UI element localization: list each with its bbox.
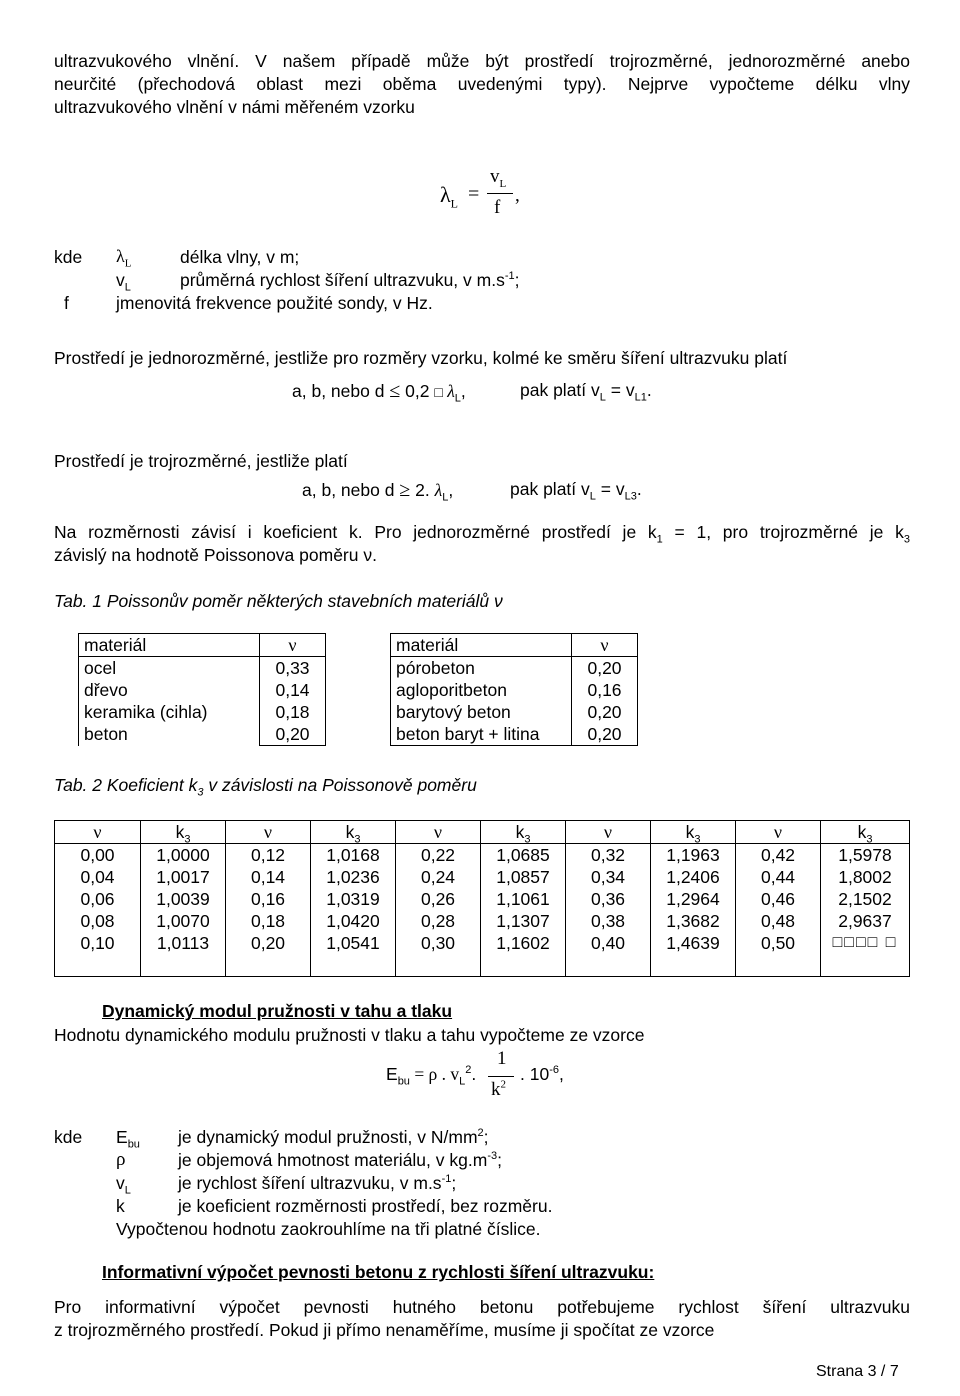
cond-1d: a, b, nebo d ≤ 0,2 □ $\lambda_L$, — [292, 380, 466, 405]
table-cell: 0,22 — [420, 845, 456, 865]
table-cell: 0,18 — [250, 911, 286, 931]
table-cell: 1,5978 — [838, 845, 892, 865]
table-cell: 0,18 — [275, 702, 310, 722]
tab1-left-header-material: materiál — [79, 634, 260, 657]
defs2-vl: $v_L$ — [116, 1173, 131, 1197]
table-cell: 0,00 — [80, 845, 115, 865]
table-cell: 1,2406 — [666, 867, 720, 887]
table-cell: 0,46 — [760, 889, 796, 909]
table-cell: 1,0319 — [326, 889, 380, 909]
table-row — [55, 844, 910, 977]
table-cell: 0,34 — [590, 867, 626, 887]
table-row — [55, 821, 910, 844]
table-cell: pórobeton — [396, 658, 475, 678]
defs1-f: f — [64, 293, 69, 313]
table-cell: 0,32 — [590, 845, 626, 865]
defs2-rho: ρ — [116, 1149, 126, 1170]
table-cell: 1,0039 — [156, 889, 210, 909]
table-cell: 0,38 — [590, 911, 626, 931]
table-cell: 1,0857 — [496, 867, 550, 887]
defs1-lambda: $\lambda_L$ — [116, 246, 132, 270]
table-cell: 1,0113 — [156, 933, 210, 953]
table-cell: 1,1061 — [496, 889, 550, 909]
table-cell: 0,26 — [420, 889, 456, 909]
defs1-f-desc: jmenovitá frekvence použité sondy, v Hz. — [116, 293, 433, 313]
table-cell: keramika (cihla) — [84, 702, 208, 722]
table-cell: 1,0236 — [326, 867, 380, 887]
defs1-vl-desc: průměrná rychlost šíření ultrazvuku, v $m.s^{-1}$; — [180, 270, 520, 290]
table-cell: 0,16 — [587, 680, 622, 700]
para-k-line-1: Na rozměrnosti závisí i koeficient k. Pro jednorozměrné prostředí je $k_1 = 1$, pro trojrozměrné je $k_3$ — [54, 522, 910, 546]
table-cell: 0,20 — [275, 724, 310, 744]
info-heading: Informativní výpočet pevnosti betonu z rychlosti šíření ultrazvuku: — [102, 1262, 655, 1282]
tab2-header-k3: $k_3$ — [311, 821, 396, 844]
table-cell: barytový beton — [396, 702, 511, 722]
table-cell: agloporitbeton — [396, 680, 507, 700]
defs1-kde: kde — [54, 247, 83, 267]
formula2-denominator: $k^2$ — [491, 1078, 506, 1100]
tab2-header-nu: ν — [736, 821, 821, 844]
tab2-table — [54, 820, 910, 977]
table-cell: 0,20 — [587, 724, 622, 744]
tab1-caption: Tab. 1 Poissonův poměr některých stavebních materiálů ν — [54, 591, 503, 611]
formula1-numerator: $v_L$ — [490, 166, 507, 190]
defs1-vl: $v_L$ — [116, 270, 131, 294]
intro-line-1: ultrazvukového vlnění. V našem případě může být prostředí trojrozměrné, jednorozměrné anebo — [54, 51, 910, 71]
tab2-header-nu: ν — [226, 821, 311, 844]
table-cell: beton baryt + litina — [396, 724, 540, 744]
table-cell: 0,16 — [250, 889, 286, 909]
table-cell: 0,50 — [760, 933, 796, 953]
table-cell: 1,0000 — [156, 845, 210, 865]
defs2-kde: kde — [54, 1127, 83, 1147]
formula2-fraction-line — [488, 1076, 514, 1077]
table-cell: 0,14 — [275, 680, 310, 700]
defs2-ebu: $E_{bu}$ — [116, 1127, 140, 1151]
table-cell: 0,14 — [250, 867, 286, 887]
table-cell: 0,10 — [80, 933, 115, 953]
defs2-rho-desc: je objemová hmotnost materiálu, v $kg.m^{-3}$; — [178, 1150, 502, 1170]
defs2-k-desc: je koeficient rozměrnosti prostředí, bez rozměru. — [178, 1196, 553, 1216]
intro-line-2: neurčité (přechodová oblast mezi oběma uvedenými typy). Nejprve vypočteme délku vlny — [54, 74, 910, 94]
table-cell: 2,1502 — [838, 889, 892, 909]
tab2-header-k3: $k_3$ — [651, 821, 736, 844]
table-row — [79, 657, 326, 746]
formula2-numerator: 1 — [497, 1048, 507, 1069]
page-number: Strana 3 / 7 — [816, 1363, 899, 1380]
tab2-header-nu: ν — [55, 821, 141, 844]
tab2-header-nu: ν — [396, 821, 481, 844]
table-cell: 1,1602 — [496, 933, 550, 953]
table-cell: 0,44 — [760, 867, 796, 887]
formula2-lhs: $E_{bu} = \rho$ . $v_L^2$. — [386, 1064, 477, 1088]
table-cell: ocel — [84, 658, 117, 678]
table-cell: 1,0017 — [156, 867, 210, 887]
tab2-header-nu: ν — [566, 821, 651, 844]
table-cell: 1,0685 — [496, 845, 550, 865]
table-cell: 0,20 — [587, 702, 622, 722]
table-cell: 2,9637 — [838, 911, 892, 931]
modul-round-note: Vypočtenou hodnotu zaokrouhlíme na tři platné číslice. — [116, 1219, 541, 1239]
modul-text: Hodnotu dynamického modulu pružnosti v tlaku a tahu vypočteme ze vzorce — [54, 1025, 645, 1045]
table-cell: 0,08 — [80, 911, 115, 931]
table-cell: 0,12 — [250, 845, 286, 865]
tab2-caption: Tab. 2 Koeficient $k_3$ v závislosti na Poissonově poměru — [54, 775, 477, 799]
table-cell: beton — [84, 724, 128, 744]
table-cell: 1,0541 — [326, 933, 380, 953]
info-line-1: Pro informativní výpočet pevnosti hutného betonu potřebujeme rychlost šíření ultrazvuku — [54, 1297, 910, 1317]
tab2-header-k3: $k_3$ — [141, 821, 226, 844]
formula1-fraction-line — [487, 193, 513, 194]
table-cell: 1,0168 — [326, 845, 380, 865]
formula2-tail: . $10^{-6}$, — [520, 1064, 564, 1084]
table-cell: 0,20 — [587, 658, 622, 678]
table-cell: 1,1307 — [496, 911, 550, 931]
tab2-header-k3: $k_3$ — [821, 821, 910, 844]
info-line-2: z trojrozměrného prostředí. Pokud ji přímo nenaměříme, musíme ji spočítat ze vzorce — [54, 1320, 715, 1340]
defs2-vl-desc: je rychlost šíření ultrazvuku, v $m.s^{-1}$; — [178, 1173, 457, 1193]
table-cell: 0,06 — [80, 889, 115, 909]
table-cell: 0,42 — [760, 845, 796, 865]
table-row — [391, 657, 638, 746]
cond-3d-then: pak platí $v_L = v_{L3}$. — [510, 479, 642, 503]
tab1-right-header-material: materiál — [391, 634, 572, 657]
table-cell: 1,0070 — [156, 911, 210, 931]
cond-3d: a, b, nebo d ≥ 2. $\lambda_L$, — [302, 479, 454, 504]
modul-heading: Dynamický modul pružnosti v tahu a tlaku — [102, 1001, 453, 1021]
table-cell: 1,1963 — [666, 845, 720, 865]
para-k-line-2: závislý na hodnotě Poissonova poměru ν. — [54, 545, 377, 565]
table-cell: 0,40 — [590, 933, 626, 953]
table-cell: 1,2964 — [666, 889, 720, 909]
table-cell: 1,8002 — [838, 867, 892, 887]
cond-1d-then: pak platí $v_L = v_{L1}$. — [520, 380, 652, 404]
table-cell: 0,36 — [590, 889, 626, 909]
defs1-lambda-desc: délka vlny, v m; — [180, 247, 300, 267]
table-cell: 0,33 — [275, 658, 310, 678]
table-cell: 0,24 — [420, 867, 456, 887]
table-cell: dřevo — [84, 680, 128, 700]
defs2-k: k — [116, 1196, 125, 1216]
formula1-comma: , — [515, 185, 520, 206]
tab1-right-header-nu: ν — [572, 634, 638, 657]
para-1d: Prostředí je jednorozměrné, jestliže pro rozměry vzorku, kolmé ke směru šíření ultrazvuku platí — [54, 348, 788, 368]
formula1-eq: = — [468, 183, 480, 205]
tab1-left-header-nu: ν — [260, 634, 326, 657]
table-cell: 0,48 — [760, 911, 796, 931]
table-cell: 0,28 — [420, 911, 456, 931]
table-cell: 1,3682 — [666, 911, 720, 931]
table-cell: 0,04 — [80, 867, 115, 887]
table-row — [79, 634, 326, 657]
tab1-left-table — [78, 633, 326, 746]
intro-line-3: ultrazvukového vlnění v námi měřeném vzorku — [54, 97, 415, 117]
table-row — [391, 634, 638, 657]
tab2-header-k3: $k_3$ — [481, 821, 566, 844]
table-cell: 0,30 — [420, 933, 456, 953]
table-cell: 1,4639 — [666, 933, 720, 953]
formula1-denominator: f — [494, 197, 501, 218]
para-3d: Prostředí je trojrozměrné, jestliže platí — [54, 451, 348, 471]
tab1-right-table — [390, 633, 638, 746]
table-cell: 1,0420 — [326, 911, 380, 931]
formula1-lambda: $\lambda_L$ — [440, 182, 459, 211]
table-cell: □□□□ □ — [832, 934, 898, 951]
defs2-ebu-desc: je dynamický modul pružnosti, v $N/mm^2$; — [178, 1127, 489, 1147]
table-cell: 0,20 — [250, 933, 286, 953]
